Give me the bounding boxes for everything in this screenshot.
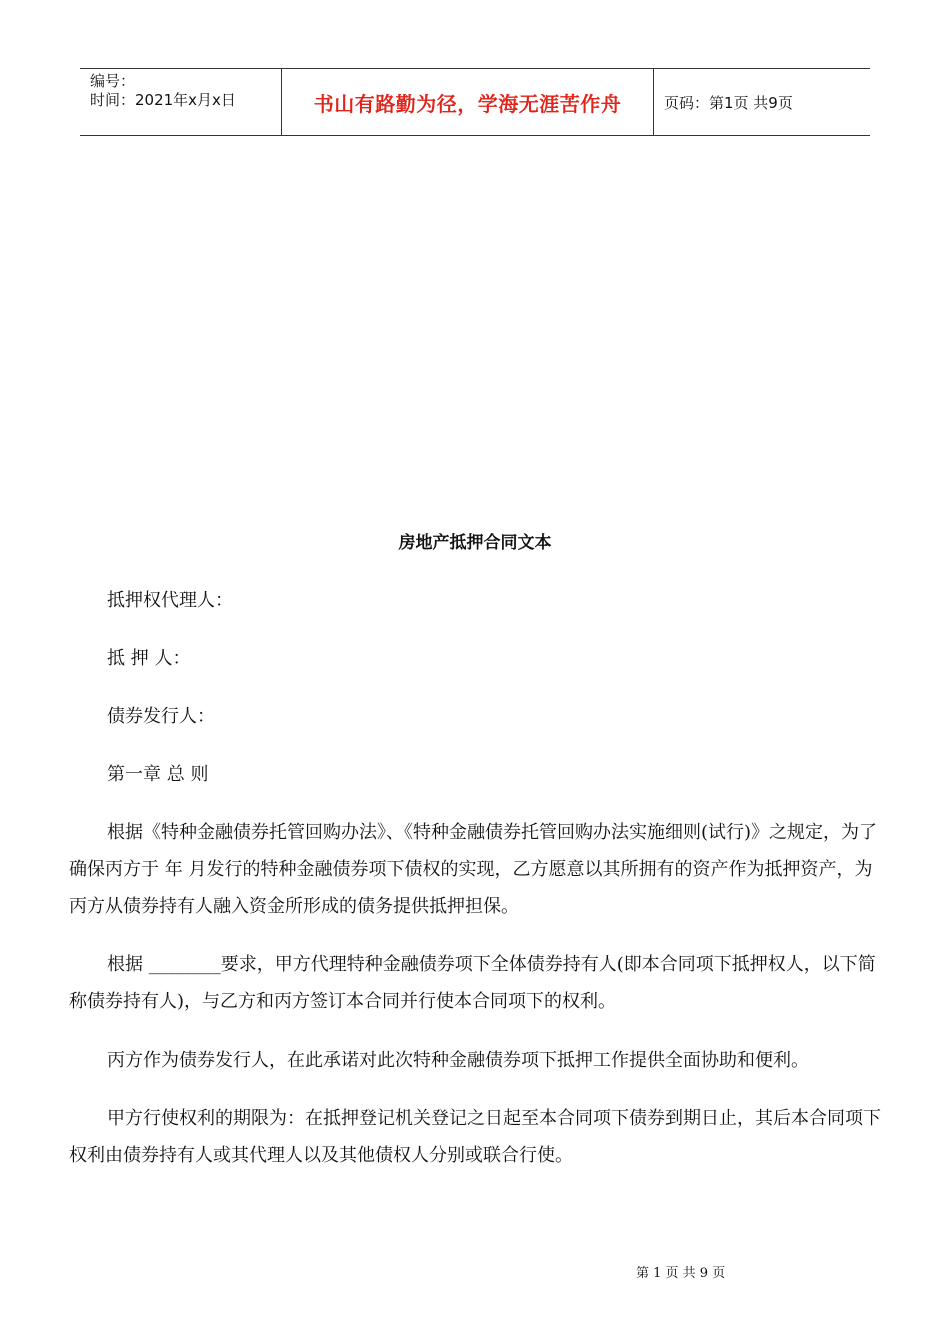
paragraph-mortgagor: 抵 押 人： [107, 648, 191, 669]
header-motto: 书山有路勤为径，学海无涯苦作舟 [313, 91, 622, 116]
header-page-cell [654, 69, 870, 135]
document-title: 房地产抵押合同文本 [398, 533, 552, 553]
header-meta-cell [80, 69, 281, 135]
paragraph-rights-period: 甲方行使权利的期限为：在抵押登记机关登记之日起至本合同项下债券到期日止，其后本合同项下权利由债券持有人或其代理人以及其他债权人分别或联合行使。 [69, 1108, 881, 1166]
paragraph-basis: 根据《特种金融债券托管回购办法》、《特种金融债券托管回购办法实施细则(试行)》之规定，为了确保丙方于 年 月发行的特种金融债券项下债权的实现，乙方愿意以其所拥有的资产作为抵押资产，为丙方从债券持有人融入资金所形成的债务提供抵押担保。 [69, 822, 878, 917]
document-date-label: 时间：2021年x月x日 [90, 91, 236, 109]
page-footer: 第 1 页 共 9 页 [636, 1266, 726, 1281]
paragraph-issuer-commitment: 丙方作为债券发行人，在此承诺对此次特种金融债券项下抵押工作提供全面协助和便利。 [107, 1050, 809, 1071]
paragraph-bond-issuer: 债券发行人： [107, 706, 215, 727]
paragraph-mortgagee-agent: 抵押权代理人： [107, 590, 233, 611]
header-motto-cell [281, 69, 654, 135]
header-table [80, 68, 870, 136]
paragraph-requirement: 根据 ________要求，甲方代理特种金融债券项下全体债券持有人(即本合同项下抵押权人，以下简称债券持有人)，与乙方和丙方签订本合同并行使本合同项下的权利。 [69, 954, 876, 1012]
document-number-label: 编号： [90, 72, 136, 90]
chapter-heading: 第一章 总 则 [107, 764, 209, 785]
header-page-info: 页码：第1页 共9页 [664, 93, 793, 112]
